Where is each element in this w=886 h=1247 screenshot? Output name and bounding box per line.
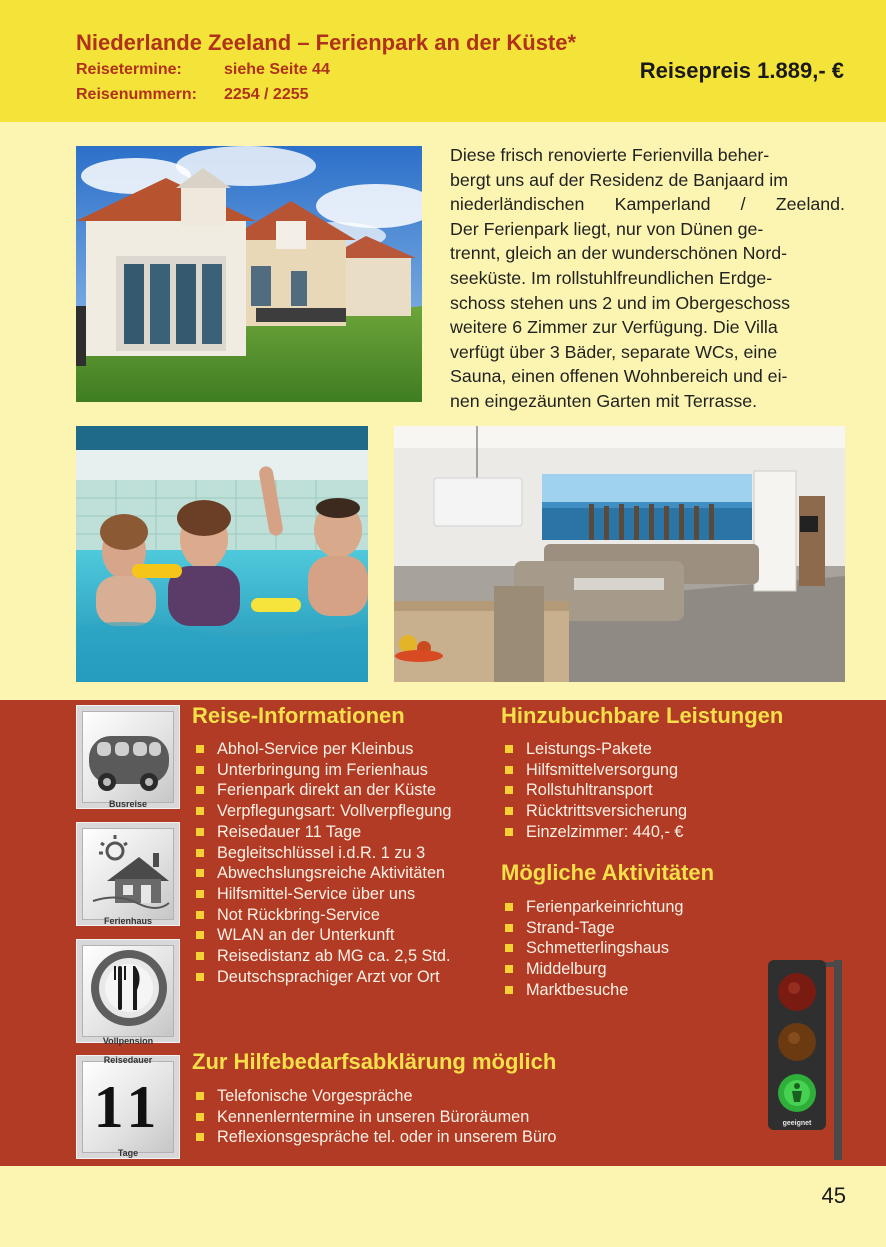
list-item: Ferienpark direkt an der Küste: [196, 780, 451, 801]
pool-photo: [76, 426, 368, 682]
plate-cutlery-icon: [77, 940, 181, 1044]
travel-dates-value: siehe Seite 44: [224, 61, 330, 78]
list-item: Begleitschlüssel i.d.R. 1 zu 3: [196, 843, 451, 864]
description-line: weitere 6 Zimmer zur Verfügung. Die Villa: [450, 317, 778, 338]
list-item: Telefonische Vorgespräche: [196, 1086, 556, 1107]
aktivitaeten-list: [505, 897, 683, 1001]
description-line: trennt, gleich an der wunderschönen Nord-: [450, 243, 788, 264]
house-caption: Ferienhaus: [103, 916, 152, 926]
header-bar: [0, 0, 886, 122]
list-item: Kennenlerntermine in unseren Büroräumen: [196, 1107, 556, 1128]
list-item: Hilfsmittel-Service über uns: [196, 884, 451, 905]
description-line: schoss stehen uns 2 und im Obergeschoss: [450, 292, 791, 313]
description-line: bergt uns auf der Residenz de Banjaard im: [450, 169, 789, 190]
bus-tile: [76, 705, 180, 809]
reise-info-list: [196, 739, 451, 987]
bus-caption: Busreise: [108, 799, 148, 809]
list-item: Deutschsprachiger Arzt vor Ort: [196, 967, 451, 988]
page-title: Niederlande Zeeland – Ferienpark an der Küste*: [76, 30, 577, 55]
duration-number: 11: [93, 1074, 163, 1140]
list-item: Abwechslungsreiche Aktivitäten: [196, 863, 451, 884]
travel-price: Reisepreis 1.889,- €: [639, 58, 844, 83]
description-line: seeküste. Im rollstuhlfreundlichen Erdge-: [450, 267, 773, 288]
info-section: [0, 700, 886, 1166]
list-item: Einzelzimmer: 440,- €: [505, 822, 687, 843]
page-number: 45: [821, 1183, 846, 1208]
description-text: [450, 143, 845, 414]
travel-numbers-value: 2254 / 2255: [224, 86, 309, 103]
travel-dates: [76, 61, 330, 79]
travel-numbers-label: Reisenummern:: [76, 86, 197, 103]
list-item: Schmetterlingshaus: [505, 938, 683, 959]
list-item: Strand-Tage: [505, 918, 683, 939]
villa-photo: [76, 146, 422, 402]
living-room-photo: [394, 426, 845, 682]
travel-dates-label: Reisetermine:: [76, 61, 182, 78]
list-item: Leistungs-Pakete: [505, 739, 687, 760]
duration-tile: [76, 1055, 180, 1159]
bus-icon: [77, 706, 181, 810]
meal-tile: [76, 939, 180, 1046]
list-item: Verpflegungsart: Vollverpflegung: [196, 801, 451, 822]
duration-bottom-caption: Tage: [117, 1148, 139, 1158]
house-icon: [77, 823, 181, 927]
house-tile: [76, 822, 180, 926]
meal-caption: Vollpension: [102, 1036, 154, 1046]
list-item: Marktbesuche: [505, 980, 683, 1001]
description-line: Der Ferienpark liegt, nur von Dünen ge-: [450, 218, 764, 239]
list-item: Reflexionsgespräche tel. oder in unserem Büro: [196, 1127, 556, 1148]
reise-info-title: Reise-Informationen: [192, 703, 405, 728]
duration-top-caption: Reisedauer: [103, 1055, 153, 1065]
zubuchbar-list: [505, 739, 687, 843]
list-item: Middelburg: [505, 959, 683, 980]
list-item: Reisedistanz ab MG ca. 2,5 Std.: [196, 946, 451, 967]
list-item: Reisedauer 11 Tage: [196, 822, 451, 843]
description-line: Sauna, einen offenen Wohnbereich und ei-: [450, 366, 788, 387]
list-item: Abhol-Service per Kleinbus: [196, 739, 451, 760]
list-item: Not Rückbring-Service: [196, 905, 451, 926]
list-item: Rücktrittsversicherung: [505, 801, 687, 822]
hilfebedarf-list: [196, 1086, 556, 1148]
zubuchbar-title: Hinzubuchbare Leistungen: [501, 703, 784, 728]
description-line: niederländischen Kamperland / Zeeland.: [450, 194, 845, 215]
hilfebedarf-title: Zur Hilfebedarfsabklärung möglich: [192, 1049, 557, 1074]
description-line: Diese frisch renovierte Ferienvilla beher-: [450, 145, 770, 165]
list-item: Unterbringung im Ferienhaus: [196, 760, 451, 781]
list-item: Hilfsmittelversorgung: [505, 760, 687, 781]
travel-numbers: [76, 86, 309, 104]
traffic-light-icon: [768, 960, 848, 1160]
aktivitaeten-title: Mögliche Aktivitäten: [501, 860, 715, 885]
description-line: nen eingezäunten Garten mit Terrasse.: [450, 390, 758, 411]
list-item: Rollstuhltransport: [505, 780, 687, 801]
list-item: WLAN an der Unterkunft: [196, 925, 451, 946]
list-item: Ferienparkeinrichtung: [505, 897, 683, 918]
description-line: verfügt über 3 Bäder, separate WCs, eine: [450, 341, 778, 362]
traffic-light-caption: geeignet: [782, 1120, 812, 1127]
